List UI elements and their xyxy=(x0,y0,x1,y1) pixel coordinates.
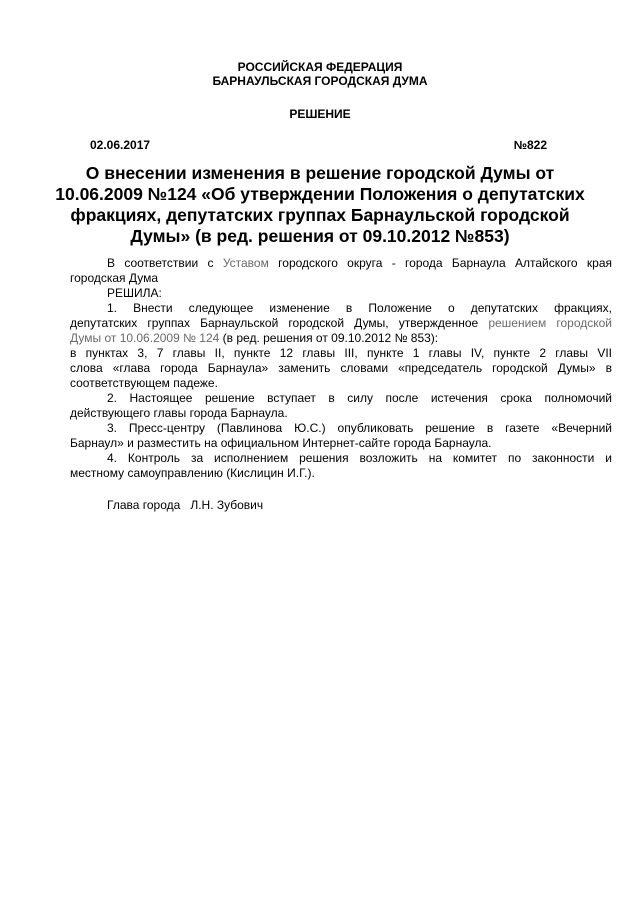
text-run: городского округа - города Барнаула Алтайского края xyxy=(268,256,613,270)
paragraph-line: в пунктах 3, 7 главы II, пункте 12 главы III, пункте 1 главы IV, пункте 2 главы VII xyxy=(70,346,612,360)
signature-position: Глава города xyxy=(107,498,181,512)
decision-link[interactable]: Думы от 10.06.2009 № 124 xyxy=(70,331,220,345)
document-date: 02.06.2017 xyxy=(90,138,151,152)
paragraph-line: городская Дума xyxy=(70,271,159,285)
paragraph-line: слова «глава города Барнаула» заменить словами «председатель городской Думы» в xyxy=(70,361,612,375)
charter-link[interactable]: Уставом xyxy=(222,256,269,270)
title-line: Думы» (в ред. решения от 09.10.2012 №853) xyxy=(130,226,510,246)
text-run: В соответствии с xyxy=(107,256,223,270)
paragraph-line: Барнаул» и разместить на официальном Интернет-сайте города Барнаула. xyxy=(70,436,492,450)
decision-link[interactable]: решением городской xyxy=(488,316,613,330)
paragraph-line xyxy=(70,256,612,271)
document-type: РЕШЕНИЕ xyxy=(289,107,351,121)
text-run: (в ред. решения от 09.10.2012 № 853): xyxy=(219,331,439,345)
header-country: РОССИЙСКАЯ ФЕДЕРАЦИЯ xyxy=(237,60,403,74)
document-title xyxy=(40,163,600,247)
text-run: депутатских группах Барнаульской городской Думы, утвержденное xyxy=(70,316,489,330)
signature-name: Л.Н. Зубович xyxy=(190,498,264,512)
paragraph-line: 2. Настоящее решение вступает в силу после истечения срока полномочий xyxy=(107,391,612,405)
header-organization: БАРНАУЛЬСКАЯ ГОРОДСКАЯ ДУМА xyxy=(212,74,428,88)
decided-label: РЕШИЛА: xyxy=(107,286,162,300)
paragraph-line: местному самоуправлению (Кислицин И.Г.). xyxy=(70,466,315,480)
paragraph-line: соответствующем падеже. xyxy=(70,376,218,390)
paragraph-line: 4. Контроль за исполнением решения возложить на комитет по законности и xyxy=(107,451,612,465)
paragraph-line: 1. Внести следующее изменение в Положение о депутатских фракциях, xyxy=(107,301,612,315)
paragraph-line xyxy=(70,316,612,331)
paragraph-line xyxy=(70,331,612,346)
paragraph-line: действующего главы города Барнаула. xyxy=(70,406,288,420)
document-number: №822 xyxy=(513,138,547,152)
title-line: 10.06.2009 №124 «Об утверждении Положения о депутатских xyxy=(55,184,585,204)
document-body xyxy=(70,256,612,481)
title-line: О внесении изменения в решение городской Думы от xyxy=(85,163,555,183)
title-line: фракциях, депутатских группах Барнаульской городской xyxy=(70,205,570,225)
paragraph-line: 3. Пресс-центру (Павлинова Ю.С.) опубликовать решение в газете «Вечерний xyxy=(107,421,612,435)
signature-block xyxy=(107,498,263,513)
